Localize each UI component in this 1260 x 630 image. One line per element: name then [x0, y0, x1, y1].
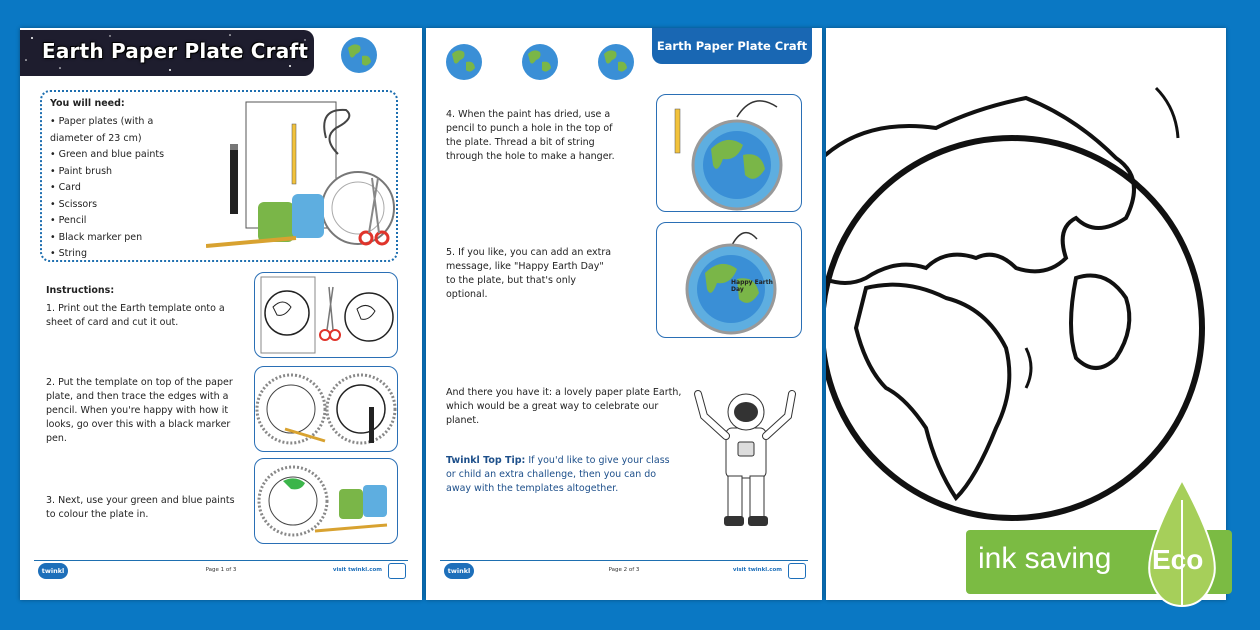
- materials-illustration: [206, 98, 396, 258]
- page-footer: [34, 560, 408, 582]
- step-5-text: 5. If you like, you can add an extra message, like "Happy Earth Day" to the plate, but that's only optional.: [446, 247, 612, 300]
- list-item: • String: [50, 246, 180, 263]
- page-number: Page 2 of 3: [608, 567, 640, 573]
- list-item: • Pencil: [50, 213, 180, 230]
- quality-badge-icon: [788, 563, 806, 579]
- ink-saving-label: ink saving: [978, 542, 1112, 575]
- tip-label: Twinkl Top Tip:: [446, 455, 526, 466]
- quality-badge-icon: [388, 563, 406, 579]
- conclusion-text: And there you have it: a lovely paper plate Earth, which would be a great way to celebrate our planet.: [446, 387, 682, 426]
- materials-heading: You will need:: [50, 98, 125, 109]
- worksheet-page-1: [20, 28, 422, 600]
- page-title-banner: [20, 30, 314, 76]
- page-title: Earth Paper Plate Craft: [42, 39, 309, 63]
- plate-message: Happy Earth Day: [731, 279, 773, 293]
- step-4-image: [656, 94, 802, 212]
- website-link[interactable]: visit twinkl.com: [332, 567, 382, 573]
- materials-box: [40, 90, 398, 262]
- top-tip: [446, 454, 682, 496]
- worksheet-page-2: [426, 28, 822, 600]
- step-1-image: [254, 272, 398, 358]
- step-1-text: 1. Print out the Earth template onto a sheet of card and cut it out.: [46, 303, 225, 328]
- materials-list: [50, 114, 180, 263]
- twinkl-logo: twinkl: [38, 563, 68, 579]
- list-item: • Paint brush: [50, 164, 180, 181]
- tip-text: If you'd like to give your class or child an extra challenge, then you can do away with the templates altogether.: [446, 455, 670, 494]
- earth-icon: [520, 42, 560, 82]
- eco-label: Eco: [1152, 544, 1204, 575]
- step-3-image: [254, 458, 398, 544]
- page-number: Page 1 of 3: [205, 567, 237, 573]
- astronaut-illustration: [690, 380, 800, 532]
- list-item: • Card: [50, 180, 180, 197]
- step-4-text: 4. When the paint has dried, use a pencil to punch a hole in the top of the plate. Thread a bit of string through the hole to make a hanger.: [446, 109, 615, 162]
- earth-icon: [444, 42, 484, 82]
- website-link[interactable]: visit twinkl.com: [732, 567, 782, 573]
- twinkl-logo: twinkl: [444, 563, 474, 579]
- list-item: • Scissors: [50, 197, 180, 214]
- list-item: • Black marker pen: [50, 230, 180, 247]
- step-2-text: 2. Put the template on top of the paper plate, and then trace the edges with a pencil. When you're happy with how it looks, go over this with a black marker pen.: [46, 377, 233, 444]
- list-item: • Paper plates (with a diameter of 23 cm): [50, 114, 180, 147]
- ink-saving-eco-badge: [966, 530, 1232, 594]
- step-5-image: [656, 222, 802, 338]
- list-item: • Green and blue paints: [50, 147, 180, 164]
- page-title-banner: Earth Paper Plate Craft: [652, 28, 812, 64]
- instructions-heading: Instructions:: [46, 285, 115, 296]
- step-3-text: 3. Next, use your green and blue paints to colour the plate in.: [46, 495, 235, 520]
- page-footer: [440, 560, 808, 582]
- earth-icon: [340, 36, 378, 74]
- step-2-image: [254, 366, 398, 452]
- earth-icon: [596, 42, 636, 82]
